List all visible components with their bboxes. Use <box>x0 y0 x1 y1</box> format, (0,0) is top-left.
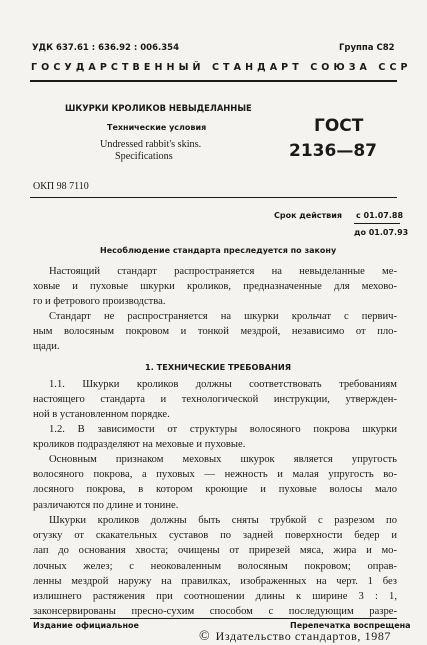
footer-rule <box>30 618 397 619</box>
text-line: лап до основания хвоста; очищены от прирезей мяса, жира и мо- <box>33 545 397 557</box>
text-line: различаются по длине и тонине. <box>33 499 179 511</box>
text-line: лочных желез; с неоковаленным волосяным покровом; оправ- <box>33 560 397 572</box>
copyright-icon: © <box>199 629 210 644</box>
text-line: огузку от скакательных суставов по задней поверхности бедер и <box>33 530 397 542</box>
text-line: ховые и пуховые шкурки кроликов, предназначенные для мехово- <box>33 281 397 293</box>
text-line: настоящего стандарта и технологической инструкции, утвержден- <box>33 394 397 406</box>
section-heading: 1. ТЕХНИЧЕСКИЕ ТРЕБОВАНИЯ <box>145 362 292 372</box>
header-rule <box>30 80 397 82</box>
text-line: ным волосяным покровом и тонкой мездрой, независимо от пло- <box>33 326 397 338</box>
text-line: волосяного покрова, а пуховых — нежность и малая упругость во- <box>33 469 397 481</box>
reprint-notice: Перепечатка воспрещена <box>290 621 411 630</box>
standard-title-en-line-1: Undressed rabbit's skins. <box>100 139 202 150</box>
standard-title-en-line-2: Specifications <box>115 151 173 162</box>
legal-notice: Несоблюдение стандарта преследуется по закону <box>100 246 337 255</box>
validity-underline <box>354 223 400 224</box>
text-line: законсервированы пресно-сухим способом с последующим разре- <box>33 606 397 618</box>
clause-1-2 <box>33 422 397 452</box>
group-code: Группа С82 <box>339 43 395 53</box>
text-line: Шкурки кроликов должны быть сняты трубкой с разрезом по <box>49 515 397 526</box>
standard-title: ШКУРКИ КРОЛИКОВ НЕВЫДЕЛАННЫЕ <box>65 103 252 113</box>
validity-to: до 01.07.93 <box>354 228 409 237</box>
fur-feature-paragraph <box>33 452 397 513</box>
gost-label: ГОСТ <box>314 116 364 136</box>
validity-label: Срок действия <box>274 211 342 220</box>
text-line: Настоящий стандарт распространяется на невыделанные ме- <box>49 266 397 277</box>
text-line: ленны мездрой наружу на правилках, изображенных на черт. 1 без <box>33 575 397 587</box>
text-line: го и фетрового производства. <box>33 296 166 308</box>
text-line: Основным признаком меховых шкурок является упругость <box>49 454 397 465</box>
text-line: Стандарт не распространяется на шкурки крольчат с первич- <box>49 311 397 322</box>
udk-code: УДК 637.61 : 636.92 : 006.354 <box>32 43 179 53</box>
okp-rule <box>30 197 397 198</box>
okp-code: ОКП 98 7110 <box>33 181 89 192</box>
standard-subtitle: Технические условия <box>107 123 207 132</box>
validity-from: с 01.07.88 <box>356 211 404 220</box>
intro-paragraph-2 <box>33 309 397 355</box>
gost-number: 2136—87 <box>289 141 377 161</box>
text-line: лосяного покрова, в котором кроющие и пуховые волосы мало <box>33 484 397 496</box>
state-standard-heading: ГОСУДАРСТВЕННЫЙ СТАНДАРТ СОЮЗА ССР <box>31 62 412 73</box>
official-edition-label: Издание официальное <box>33 621 139 630</box>
text-line: 1.1. Шкурки кроликов должны соответствовать требованиям <box>49 379 397 390</box>
text-line: кроликов подразделяют на меховые и пуховые. <box>33 439 246 451</box>
text-line: излишнего растяжения при соотношении длины к ширине 3 : 1, <box>33 591 397 603</box>
text-line: щади. <box>33 341 60 353</box>
copyright-line <box>199 629 391 645</box>
text-line: 1.2. В зависимости от структуры волосяного покрова шкурки <box>49 424 397 435</box>
clause-1-1 <box>33 377 397 423</box>
skinning-requirements-paragraph <box>33 513 397 619</box>
text-line: ной в установленном порядке. <box>33 409 170 421</box>
publisher-line: Издательство стандартов, 1987 <box>215 629 392 643</box>
intro-paragraph-1 <box>33 264 397 310</box>
